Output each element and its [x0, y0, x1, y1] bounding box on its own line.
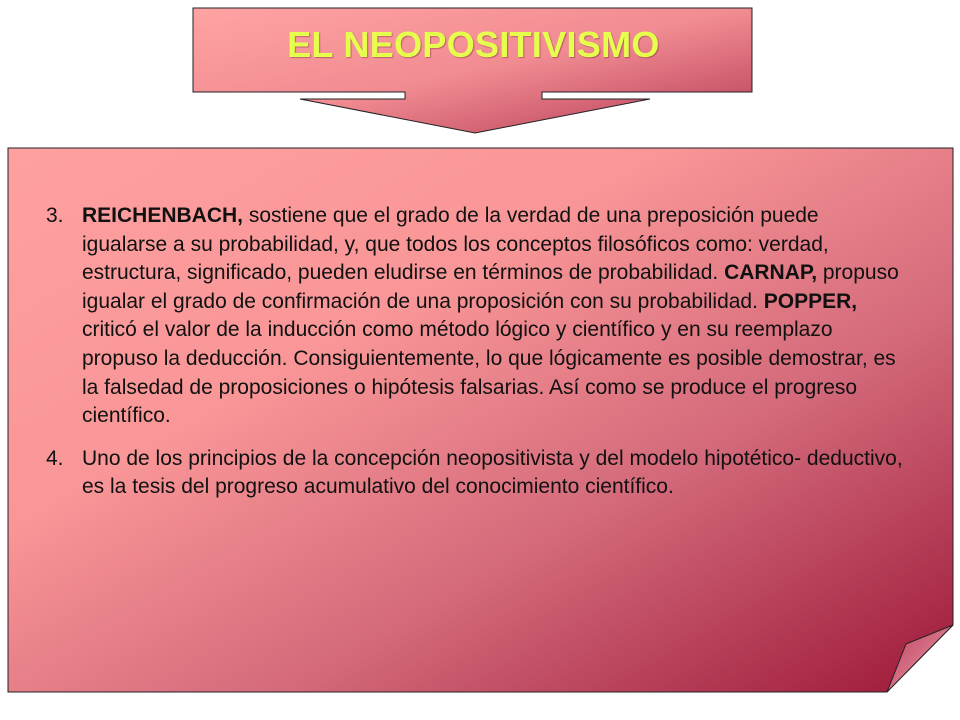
slide-title: EL NEOPOSITIVISMO [287, 24, 660, 65]
list-item-text [82, 445, 904, 502]
list-item-text [82, 202, 904, 431]
text-segment: propuso igualar el grado de confirmación de una proposición con su probabilidad. [82, 261, 899, 313]
list-item-number: 3. [46, 204, 64, 227]
list-item [46, 202, 904, 431]
content-list [46, 202, 904, 516]
text-segment: sostiene que el grado de la verdad de una preposición puede igualarse a su probabilidad, y, que todos los conceptos filosóficos como: verdad, estructura, significado, pueden eludirse en términos de probabilidad. [82, 204, 829, 285]
author-name: CARNAP, [724, 261, 818, 285]
text-segment: Uno de los principios de la concepción neopositivista y del modelo hipotético- deductivo, es la tesis del progreso acumulativo del conocimiento científico. [82, 446, 903, 499]
list-item-number: 4. [46, 446, 64, 470]
author-name: REICHENBACH, [82, 204, 244, 227]
list-item [46, 445, 904, 502]
text-segment: criticó el valor de la inducción como método lógico y científico y en su reemplazo propuso la deducción. Consiguientemente, lo que lógicamente es posible demostrar, es la falsedad de proposiciones o hipótesis falsarias. Así como se produce el progreso científico. [82, 318, 896, 428]
author-name: POPPER, [763, 289, 858, 313]
